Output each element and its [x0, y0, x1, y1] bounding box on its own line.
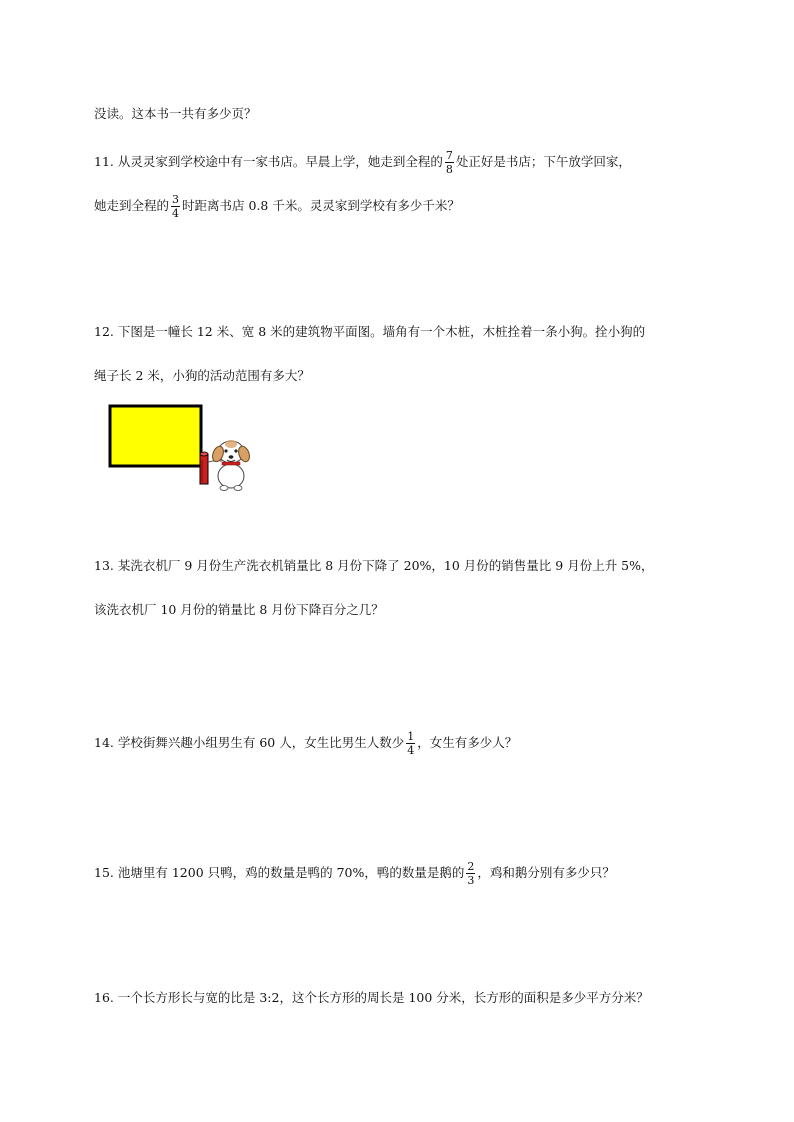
q11-text-c: 她走到全程的 [94, 198, 170, 213]
q13-line2 [94, 601, 384, 619]
q12-line1 [94, 323, 645, 341]
q15-frac-numerator: 2 [467, 860, 475, 873]
dog-icon [208, 440, 251, 491]
q11-frac1-numerator: 7 [445, 149, 453, 162]
carryover-text: 没读。这本书一共有多少页？ [94, 106, 257, 121]
q14-line [94, 731, 517, 756]
q13-number: 13. [94, 558, 114, 573]
q15-text-b: ，鸡和鹅分别有多少只？ [477, 865, 615, 880]
q11-frac2-denominator: 4 [172, 207, 180, 220]
q11-frac1-denominator: 8 [445, 163, 453, 176]
q13-line1 [94, 557, 654, 575]
q13-text-b: 该洗衣机厂 10 月份的销量比 8 月份下降百分之几？ [94, 602, 384, 617]
q14-fraction-1-4 [406, 731, 415, 756]
q15-text-a: 池塘里有 1200 只鸭，鸡的数量是鸭的 70%，鸭的数量是鹅的 [117, 865, 465, 880]
q15-fraction-2-3 [466, 861, 475, 886]
q11-number: 11. [94, 154, 114, 169]
q15-number: 15. [94, 865, 114, 880]
q11-fraction-7-8 [445, 150, 454, 175]
building-rectangle [110, 406, 201, 466]
q16-line [94, 989, 649, 1007]
q16-number: 16. [94, 990, 114, 1005]
q11-text-b: 处正好是书店；下午放学回家， [455, 154, 631, 169]
q16-text: 一个长方形长与宽的比是 3:2，这个长方形的周长是 100 分米，长方形的面积是多少平方分米？ [117, 990, 649, 1005]
q14-number: 14. [94, 735, 114, 750]
q13-text-a: 某洗衣机厂 9 月份生产洗衣机销量比 8 月份下降了 20%，10 月份的销售量比 9 月份上升 5%， [117, 558, 654, 573]
q12-text-a: 下图是一幢长 12 米、宽 8 米的建筑物平面图。墙角有一个木桩，木桩拴着一条小狗。拴小狗的 [117, 324, 646, 339]
q12-text-b: 绳子长 2 米，小狗的活动范围有多大？ [94, 368, 310, 383]
wooden-stake [200, 452, 208, 484]
q11-line2 [94, 194, 460, 219]
q11-fraction-3-4 [171, 194, 180, 219]
building-plan-figure [108, 404, 258, 496]
q12-number: 12. [94, 324, 114, 339]
q14-frac-denominator: 4 [407, 744, 415, 757]
q14-text-b: ，女生有多少人？ [417, 735, 518, 750]
q15-frac-denominator: 3 [467, 874, 475, 887]
q12-line2 [94, 367, 310, 385]
q15-line [94, 861, 615, 886]
q14-text-a: 学校街舞兴趣小组男生有 60 人，女生比男生人数少 [117, 735, 405, 750]
q11-text-a: 从灵灵家到学校途中有一家书店。早晨上学，她走到全程的 [117, 154, 443, 169]
q11-frac2-numerator: 3 [172, 193, 180, 206]
q14-frac-numerator: 1 [407, 730, 415, 743]
q11-text-d: 时距离书店 0.8 千米。灵灵家到学校有多少千米？ [182, 198, 460, 213]
q11-line1 [94, 150, 631, 175]
